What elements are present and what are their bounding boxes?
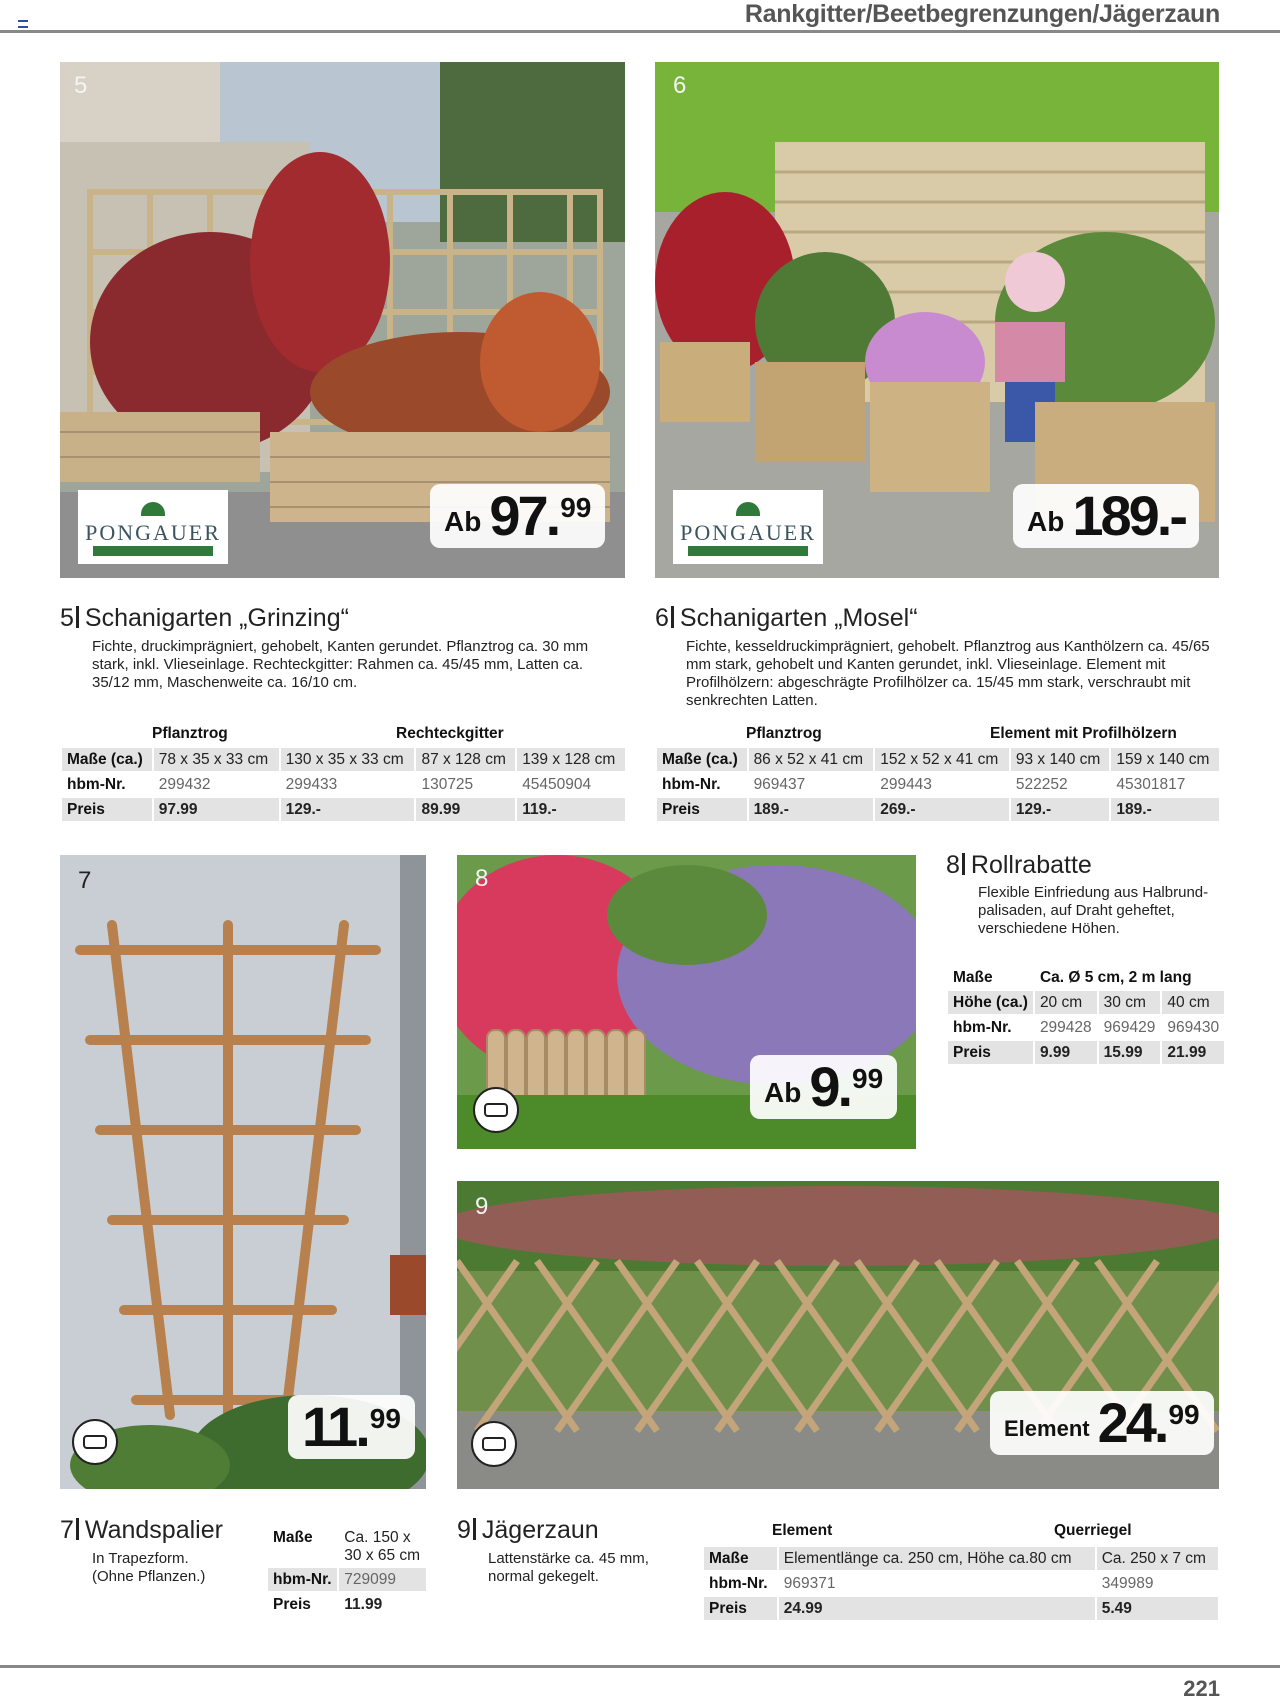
row-label: Preis: [657, 798, 747, 821]
product-7-table: [266, 1526, 428, 1618]
cell: 21.99: [1162, 1041, 1224, 1064]
table-row: [704, 1572, 1218, 1595]
cell: 78 x 35 x 33 cm: [154, 748, 279, 771]
product-name: Schanigarten „Mosel“: [679, 604, 918, 632]
cell: 89.99: [416, 798, 515, 821]
wall-trellis-image: [60, 855, 426, 1489]
row-label: Maße: [953, 968, 993, 986]
page-title: Rankgitter/Beetbegrenzungen/Jägerzaun: [744, 0, 1220, 28]
menu-icon[interactable]: [18, 20, 28, 28]
row-label: hbm-Nr.: [662, 775, 721, 793]
product-name: Rollrabatte: [970, 851, 1092, 879]
cell: 45450904: [522, 775, 592, 793]
cell: Elementlänge ca. 250 cm, Höhe ca.80 cm: [779, 1547, 1095, 1570]
cell: 97.99: [154, 798, 279, 821]
title-divider: [962, 853, 965, 875]
product-6-title: [655, 604, 918, 633]
product-8-title: [946, 851, 1092, 880]
table9-head-element: Element: [772, 1522, 833, 1539]
price-badge-9: [990, 1391, 1214, 1455]
pongauer-mark-icon: [736, 502, 760, 516]
row-label: hbm-Nr.: [268, 1568, 337, 1591]
row-label: hbm-Nr.: [67, 775, 126, 793]
product-5-table: [60, 746, 627, 823]
size-line: 30 x 65 cm: [344, 1547, 421, 1564]
price-main: 97.: [489, 484, 559, 547]
logo-brand: PONGAUER: [680, 520, 816, 545]
row-label: Maße: [273, 1529, 313, 1546]
cell: 129.-: [281, 798, 415, 821]
row-label: hbm-Nr.: [953, 1018, 1012, 1036]
cell: 129.-: [1011, 798, 1110, 821]
table-row: [62, 748, 625, 771]
product-7-description: [92, 1550, 205, 1586]
table-row: [948, 966, 1224, 989]
product-number: 7: [60, 1516, 74, 1544]
table-row: [268, 1568, 426, 1591]
row-label: hbm-Nr.: [709, 1574, 768, 1592]
desc-line: (Ohne Pflanzen.): [92, 1568, 206, 1585]
cell: 269.-: [875, 798, 1009, 821]
cell: 119.-: [517, 798, 625, 821]
photo-label-6: 6: [673, 72, 687, 99]
title-divider: [76, 1518, 79, 1540]
seal-inner: [482, 1437, 506, 1451]
price-prefix: Ab: [1027, 506, 1065, 537]
cell: 729099: [339, 1568, 426, 1591]
title-divider: [76, 606, 79, 628]
cell: 189.-: [1111, 798, 1219, 821]
table9-head-querriegel: Querriegel: [1054, 1522, 1132, 1539]
pongauer-mark-icon: [141, 502, 165, 516]
table6-head-pflanztrog: Pflanztrog: [746, 725, 822, 742]
photo-label-7: 7: [78, 867, 92, 894]
row-label: Maße (ca.): [657, 748, 747, 771]
cell: 349989: [1101, 1574, 1154, 1592]
row-label: Höhe (ca.): [948, 991, 1033, 1014]
price-main: 11.: [302, 1395, 368, 1458]
product-6-table: [655, 746, 1221, 823]
table5-head-rechteckgitter: Rechteckgitter: [396, 725, 504, 742]
price-badge-5: [430, 484, 605, 548]
price-cents: 99: [1168, 1399, 1200, 1430]
product-8-description: [978, 884, 1208, 938]
cell: Ca. 250 x 7 cm: [1097, 1547, 1218, 1570]
impregnated-seal-icon: [471, 1421, 517, 1467]
product-number: 6: [655, 604, 669, 632]
cell: 15.99: [1099, 1041, 1161, 1064]
row-label: Preis: [948, 1041, 1033, 1064]
desc-line: palisaden, auf Draht geheftet,: [978, 902, 1175, 919]
product-9-title: [457, 1516, 599, 1545]
price-prefix: Element: [1004, 1416, 1090, 1441]
product-8-table: [946, 964, 1226, 1066]
impregnated-seal-icon: [72, 1419, 118, 1465]
row-label: Maße (ca.): [62, 748, 152, 771]
table-row: [948, 991, 1224, 1014]
table-row: [657, 773, 1219, 796]
cell: Ca. Ø 5 cm, 2 m lang: [1039, 968, 1192, 986]
table-row: [704, 1547, 1218, 1570]
price-main: 9.: [809, 1055, 851, 1118]
price-cents: 99: [560, 492, 592, 523]
cell: 86 x 52 x 41 cm: [749, 748, 874, 771]
seal-inner: [83, 1435, 107, 1449]
cell: 45301817: [1116, 775, 1186, 793]
table-row: [948, 1016, 1224, 1039]
table-row: [657, 798, 1219, 821]
cell: 299433: [285, 775, 338, 793]
desc-line: Lattenstärke ca. 45 mm,: [488, 1550, 649, 1567]
desc-line: Flexible Einfriedung aus Halbrund-: [978, 884, 1209, 901]
cell: 189.-: [749, 798, 874, 821]
product-7-title: [60, 1516, 223, 1545]
cell: 299443: [880, 775, 932, 793]
product-number: 5: [60, 604, 74, 632]
cell: 9.99: [1035, 1041, 1097, 1064]
logo-brand: PONGAUER: [85, 520, 221, 545]
footer-rule: [0, 1665, 1280, 1668]
price-badge-6: [1013, 484, 1199, 548]
price-cents: 99: [852, 1063, 884, 1094]
seal-inner: [484, 1103, 508, 1117]
header-rule: [0, 30, 1280, 33]
cell: 130 x 35 x 33 cm: [281, 748, 415, 771]
cell: 30 cm: [1099, 991, 1161, 1014]
photo-label-8: 8: [475, 865, 489, 892]
table-row: [268, 1528, 426, 1566]
cell: 969437: [753, 775, 806, 793]
product-name: Jägerzaun: [481, 1516, 599, 1544]
desc-line: In Trapezform.: [92, 1550, 189, 1567]
table-row: [62, 773, 625, 796]
table6-head-element: Element mit Profilhölzern: [990, 725, 1177, 742]
product-6-description: Fichte, kesseldruckimprägniert, gehobelt. Pflanztrog aus Kanthölzern ca. 45/65 mm stark, gehobelt und Kanten gerundet, inkl. Vlieseinlage. Element mit Profilhölzern: abgeschrägte Profilhölzer ca. 15/45 mm stark, verschraubt mit senkrechten Latten.: [686, 638, 1210, 709]
cell: 969429: [1103, 1018, 1156, 1036]
title-divider: [671, 606, 674, 628]
impregnated-seal-icon: [473, 1087, 519, 1133]
price-prefix: Ab: [444, 506, 482, 537]
cell: 969430: [1167, 1018, 1220, 1036]
cell: 299428: [1039, 1018, 1092, 1036]
table-row: [948, 1041, 1224, 1064]
photo-label-9: 9: [475, 1193, 489, 1220]
photo-label-5: 5: [74, 72, 88, 99]
cell: 969371: [783, 1574, 836, 1592]
price-badge-7: [288, 1395, 415, 1459]
product-number: 8: [946, 851, 960, 879]
product-name: Wandspalier: [84, 1516, 223, 1544]
cell: 299432: [158, 775, 211, 793]
cell: 24.99: [779, 1597, 1095, 1620]
cell: 20 cm: [1035, 991, 1097, 1014]
pongauer-logo: [673, 490, 823, 564]
page-number: 221: [1183, 1676, 1220, 1701]
table5-head-pflanztrog: Pflanztrog: [152, 725, 228, 742]
desc-line: normal gekegelt.: [488, 1568, 599, 1585]
product-9-table: [702, 1545, 1220, 1622]
cell: 40 cm: [1162, 991, 1224, 1014]
row-label: Preis: [62, 798, 152, 821]
product-9-description: [488, 1550, 649, 1586]
desc-line: verschiedene Höhen.: [978, 920, 1120, 937]
product-6-photo: [655, 62, 1219, 578]
cell: 130725: [421, 775, 474, 793]
cell: 152 x 52 x 41 cm: [875, 748, 1009, 771]
pongauer-logo: [78, 490, 228, 564]
logo-tagline-band: [93, 546, 213, 556]
product-8-photo: [457, 855, 916, 1149]
price-main: 189.-: [1072, 484, 1185, 547]
table-row: [62, 798, 625, 821]
cell: 522252: [1015, 775, 1068, 793]
product-5-title: [60, 604, 349, 633]
logo-tagline-band: [688, 546, 808, 556]
table-row: [704, 1597, 1218, 1620]
cell: 5.49: [1097, 1597, 1218, 1620]
price-badge-8: [750, 1055, 897, 1119]
cell: 139 x 128 cm: [517, 748, 625, 771]
cell: [339, 1528, 426, 1566]
title-divider: [473, 1518, 476, 1540]
cell: 11.99: [344, 1595, 383, 1613]
table-row: [268, 1593, 426, 1616]
price-prefix: Ab: [764, 1077, 802, 1108]
product-9-photo: [457, 1181, 1219, 1489]
price-cents: 99: [369, 1403, 401, 1434]
cell: 159 x 140 cm: [1111, 748, 1219, 771]
table-row: [657, 748, 1219, 771]
product-number: 9: [457, 1516, 471, 1544]
product-name: Schanigarten „Grinzing“: [84, 604, 349, 632]
product-5-photo: [60, 62, 625, 578]
row-label: Maße: [704, 1547, 777, 1570]
price-main: 24.: [1097, 1391, 1167, 1454]
cell: 93 x 140 cm: [1011, 748, 1110, 771]
size-line: Ca. 150 x: [344, 1529, 411, 1546]
product-7-photo: [60, 855, 426, 1489]
row-label: Preis: [273, 1595, 311, 1613]
cell: 87 x 128 cm: [416, 748, 515, 771]
row-label: Preis: [704, 1597, 777, 1620]
product-5-description: Fichte, druckimprägniert, gehobelt, Kanten gerundet. Pflanztrog ca. 30 mm stark, inkl. Vlieseinlage. Rechteckgitter: Rahmen ca. 45/45 mm, Latten ca. 35/12 mm, Maschenweite ca. 16/10 cm.: [92, 638, 589, 691]
